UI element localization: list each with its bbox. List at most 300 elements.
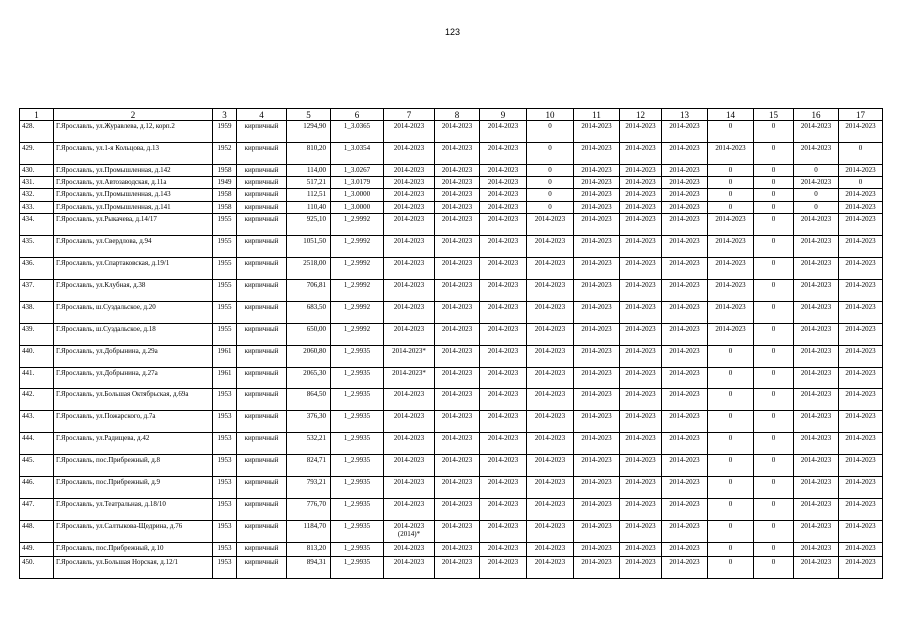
table-cell: 2014-2023 [480,236,527,258]
table-cell: 0 [708,202,754,214]
row-number-cell: 434. [20,214,54,236]
table-cell: кирпичный [237,202,287,214]
table-cell: 2014-2023 [620,499,662,521]
table-cell: кирпичный [237,521,287,543]
table-cell: 1953 [213,477,237,499]
table-cell: 0 [754,389,794,411]
table-cell: 0 [708,189,754,202]
table-cell: 2014-2023 [480,543,527,557]
column-header: 13 [662,109,708,121]
table-cell: 2014-2023 [480,346,527,368]
table-cell: 1955 [213,280,237,302]
row-number-cell: 430. [20,165,54,177]
table-cell: 2014-2023 [839,557,883,579]
area-cell: 112,51 [287,189,331,202]
table-cell: 2014-2023 [574,411,620,433]
table-cell: 2014-2023 [480,499,527,521]
row-number-cell: 437. [20,280,54,302]
table-cell: кирпичный [237,236,287,258]
table-cell: 1955 [213,258,237,280]
table-cell: 1958 [213,189,237,202]
row-number-cell: 444. [20,433,54,455]
table-cell: 2014-2023 [435,346,480,368]
table-cell: 0 [794,165,839,177]
table-cell: 2014-2023 [435,280,480,302]
table-cell: 2014-2023 [435,499,480,521]
table-cell: кирпичный [237,346,287,368]
area-cell: 650,00 [287,324,331,346]
table-cell: 2014-2023 [620,302,662,324]
period-cell: 2014-2023 [384,389,435,411]
table-cell: 2014-2023 [839,455,883,477]
table-cell: 2014-2023 [527,368,574,389]
table-cell: 2014-2023 [527,389,574,411]
table-cell: 2014-2023 [480,368,527,389]
table-cell: 2014-2023 [620,455,662,477]
table-cell: 2014-2023 [708,143,754,165]
table-cell: 2014-2023 [662,214,708,236]
table-cell: 2014-2023 [480,258,527,280]
table-cell: 1_3.0000 [331,189,384,202]
row-number-cell: 433. [20,202,54,214]
area-cell: 683,50 [287,302,331,324]
period-cell: 2014-2023 [384,557,435,579]
table-cell: 2014-2023 [620,189,662,202]
housing-register-table [19,108,883,579]
table-cell: 0 [754,177,794,189]
table-cell: 2014-2023 [662,280,708,302]
table-cell: 1_2.9935 [331,543,384,557]
area-cell: 925,10 [287,214,331,236]
period-cell: 2014-2023 [384,214,435,236]
table-cell: 2014-2023 [839,346,883,368]
table-cell: 2014-2023 [435,368,480,389]
table-cell: 2014-2023 [435,543,480,557]
address-cell: Г.Ярославль, пос.Прибрежный, д.9 [54,477,213,499]
table-cell: 2014-2023 [574,214,620,236]
table-cell: 2014-2023 [662,189,708,202]
table-cell: 2014-2023 [839,258,883,280]
table-cell: 2014-2023 [839,202,883,214]
area-cell: 824,71 [287,455,331,477]
period-cell: 2014-2023 [384,433,435,455]
period-cell: 2014-2023 [384,236,435,258]
period-cell: 2014-2023 [384,499,435,521]
table-cell: 0 [754,411,794,433]
address-cell: Г.Ярославль, ш.Суздальское, д.20 [54,302,213,324]
table-cell: 0 [754,543,794,557]
area-cell: 810,20 [287,143,331,165]
table-cell: 2014-2023 [527,521,574,543]
table-cell: 2014-2023 [662,521,708,543]
row-number-cell: 441. [20,368,54,389]
address-cell: Г.Ярославль, пос.Прибрежный, д.8 [54,455,213,477]
table-cell: 2014-2023 [794,455,839,477]
period-cell: 2014-2023 [384,165,435,177]
table-cell: 2014-2023 [480,165,527,177]
table-cell: 1953 [213,455,237,477]
table-cell: 0 [754,165,794,177]
table-cell: 0 [708,165,754,177]
row-number-cell: 439. [20,324,54,346]
table-cell: кирпичный [237,189,287,202]
table-cell: 0 [794,189,839,202]
column-header: 3 [213,109,237,121]
table-cell: 2014-2023 [620,214,662,236]
table-cell: 1955 [213,236,237,258]
column-header: 16 [794,109,839,121]
table-cell: 0 [754,258,794,280]
table-cell: 0 [754,189,794,202]
table-cell: 2014-2023 [435,477,480,499]
table-cell: кирпичный [237,455,287,477]
table-cell: кирпичный [237,324,287,346]
table-cell: 0 [839,143,883,165]
table-cell: 0 [754,477,794,499]
address-cell: Г.Ярославль, ул.Салтыкова-Щедрина, д.76 [54,521,213,543]
area-cell: 2065,30 [287,368,331,389]
table-cell: 2014-2023 [662,411,708,433]
table-cell: 2014-2023 [662,302,708,324]
table-cell: 2014-2023 [435,258,480,280]
table-cell: 2014-2023 [662,433,708,455]
table-cell: 2014-2023 [574,189,620,202]
table-row [20,521,883,543]
row-number-cell: 428. [20,121,54,143]
column-number-header-row [20,109,883,121]
table-cell: 2014-2023 [620,346,662,368]
table-cell: кирпичный [237,499,287,521]
table-cell: 1953 [213,543,237,557]
table-cell: 0 [708,477,754,499]
table-cell: 1953 [213,557,237,579]
table-cell: 0 [754,202,794,214]
table-cell: 0 [754,324,794,346]
table-cell: 2014-2023 [527,411,574,433]
table-cell: 2014-2023 [662,202,708,214]
address-cell: Г.Ярославль, ул.Промышленная, д.142 [54,165,213,177]
table-cell: 2014-2023 [794,143,839,165]
table-cell: 1952 [213,143,237,165]
table-cell: 2014-2023 [708,236,754,258]
table-cell: 2014-2023 [794,121,839,143]
table-cell: 0 [708,499,754,521]
table-cell: 2014-2023 [839,324,883,346]
table-cell: 2014-2023 [574,499,620,521]
table-cell: кирпичный [237,433,287,455]
address-cell: Г.Ярославль, ул.Театральная, д.18/10 [54,499,213,521]
table-cell: 2014-2023 [435,236,480,258]
period-cell: 2014-2023 [384,411,435,433]
period-cell: 2014-2023 [384,202,435,214]
table-cell: 2014-2023 [480,280,527,302]
table-cell: 1955 [213,302,237,324]
column-header: 4 [237,109,287,121]
table-row [20,543,883,557]
table-cell: 2014-2023 [527,280,574,302]
table-cell: 2014-2023 [662,477,708,499]
column-header: 7 [384,109,435,121]
table-cell: 1_2.9935 [331,557,384,579]
table-cell: 2014-2023 [839,236,883,258]
table-cell: 2014-2023 [435,177,480,189]
table-cell: 1953 [213,389,237,411]
table-cell: 2014-2023 [574,258,620,280]
area-cell: 793,21 [287,477,331,499]
table-cell: 2014-2023 [662,121,708,143]
table-cell: 2014-2023 [574,165,620,177]
table-row [20,324,883,346]
table-cell: 2014-2023 [839,368,883,389]
table-cell: 0 [754,499,794,521]
table-cell: 2014-2023 [620,143,662,165]
period-cell: 2014-2023 [384,280,435,302]
table-cell: 2014-2023 [839,411,883,433]
area-cell: 864,50 [287,389,331,411]
column-header: 1 [20,109,54,121]
table-cell: 2014-2023 [435,433,480,455]
table-cell: 0 [754,121,794,143]
table-cell: 1953 [213,521,237,543]
period-cell: 2014-2023 [384,324,435,346]
table-cell: 2014-2023 [620,121,662,143]
table-cell: 2014-2023 [574,521,620,543]
table-cell: 2014-2023 [480,202,527,214]
table-cell: 0 [527,189,574,202]
table-row [20,236,883,258]
table-cell: 2014-2023 [480,214,527,236]
table-cell: 2014-2023 [435,389,480,411]
area-cell: 2518,00 [287,258,331,280]
area-cell: 894,31 [287,557,331,579]
table-cell: 2014-2023 [839,121,883,143]
table-cell: 2014-2023 [839,214,883,236]
address-cell: Г.Ярославль, ул.Промышленная, д.141 [54,202,213,214]
table-cell: 2014-2023 [480,411,527,433]
table-cell: 2014-2023 [574,389,620,411]
table-cell: 2014-2023 [527,258,574,280]
column-header: 5 [287,109,331,121]
period-cell: 2014-2023 (2014)* [384,521,435,543]
table-cell: 2014-2023 [574,280,620,302]
column-header: 14 [708,109,754,121]
table-cell: 2014-2023 [662,236,708,258]
table-cell: 2014-2023 [480,302,527,324]
area-cell: 776,70 [287,499,331,521]
period-cell: 2014-2023 [384,258,435,280]
table-cell: 2014-2023 [480,143,527,165]
table-cell: кирпичный [237,143,287,165]
table-cell: 1_2.9935 [331,368,384,389]
table-cell: 2014-2023 [435,411,480,433]
table-cell: 1961 [213,346,237,368]
table-cell: 0 [708,177,754,189]
table-cell: 0 [708,455,754,477]
address-cell: Г.Ярославль, ул.Свердлова, д.94 [54,236,213,258]
table-cell: 2014-2023 [527,302,574,324]
table-cell: 2014-2023 [620,177,662,189]
table-cell: 2014-2023 [574,143,620,165]
period-cell: 2014-2023 [384,302,435,324]
table-row [20,499,883,521]
table-cell: 2014-2023 [794,543,839,557]
table-cell: 0 [754,346,794,368]
address-cell: Г.Ярославль, ул.Радищева, д.42 [54,433,213,455]
address-cell: Г.Ярославль, ул.Спартаковская, д.19/1 [54,258,213,280]
period-cell: 2014-2023 [384,121,435,143]
table-cell: 2014-2023 [435,455,480,477]
row-number-cell: 448. [20,521,54,543]
table-cell: 2014-2023 [574,202,620,214]
table-row [20,165,883,177]
table-cell: 2014-2023 [839,521,883,543]
table-cell: кирпичный [237,543,287,557]
table-cell: 1_2.9935 [331,389,384,411]
table-cell: 0 [527,202,574,214]
table-cell: 1953 [213,411,237,433]
table-row [20,143,883,165]
table-cell: 2014-2023 [574,324,620,346]
table-cell: 2014-2023 [620,165,662,177]
address-cell: Г.Ярославль, ул.Автозаводская, д.11а [54,177,213,189]
table-cell: 2014-2023 [794,411,839,433]
table-cell: 2014-2023 [620,368,662,389]
table-cell: 0 [708,389,754,411]
table-cell: кирпичный [237,177,287,189]
table-cell: 2014-2023 [574,477,620,499]
column-header: 2 [54,109,213,121]
column-header: 8 [435,109,480,121]
table-cell: 2014-2023 [620,411,662,433]
column-header: 6 [331,109,384,121]
table-cell: 2014-2023 [839,302,883,324]
table-cell: 2014-2023 [662,177,708,189]
address-cell: Г.Ярославль, пос.Прибрежный, д.10 [54,543,213,557]
table-cell: 2014-2023 [662,346,708,368]
table-cell: 1_2.9935 [331,499,384,521]
table-cell: 2014-2023 [480,121,527,143]
table-cell: кирпичный [237,411,287,433]
table-row [20,368,883,389]
table-cell: 1_2.9935 [331,411,384,433]
column-header: 11 [574,109,620,121]
table-cell: 2014-2023 [527,236,574,258]
table-cell: 2014-2023 [574,455,620,477]
table-cell: кирпичный [237,165,287,177]
table-cell: 2014-2023 [620,280,662,302]
table-cell: 2014-2023 [435,302,480,324]
table-cell: кирпичный [237,477,287,499]
table-cell: 0 [754,557,794,579]
period-cell: 2014-2023* [384,368,435,389]
address-cell: Г.Ярославль, ул.Журавлева, д.12, корп.2 [54,121,213,143]
table-cell: 1_3.0365 [331,121,384,143]
table-cell: 2014-2023 [662,143,708,165]
area-cell: 1184,70 [287,521,331,543]
table-cell: 2014-2023 [794,433,839,455]
table-cell: 1_2.9992 [331,214,384,236]
row-number-cell: 431. [20,177,54,189]
table-cell: 2014-2023 [435,143,480,165]
table-cell: 0 [754,368,794,389]
table-cell: 1961 [213,368,237,389]
row-number-cell: 436. [20,258,54,280]
table-cell: 2014-2023 [794,302,839,324]
table-cell: 1_2.9935 [331,433,384,455]
table-cell: 2014-2023 [839,189,883,202]
table-cell: 2014-2023 [527,499,574,521]
period-cell: 2014-2023 [384,143,435,165]
table-cell: 2014-2023 [708,214,754,236]
table-cell: кирпичный [237,389,287,411]
table-cell: 2014-2023 [620,543,662,557]
table-cell: 2014-2023 [794,368,839,389]
table-cell: 2014-2023 [662,368,708,389]
table-cell: 2014-2023 [620,324,662,346]
table-cell: 1_2.9992 [331,280,384,302]
table-cell: 2014-2023 [574,236,620,258]
table-cell: 2014-2023 [662,165,708,177]
row-number-cell: 450. [20,557,54,579]
table-cell: 2014-2023 [794,557,839,579]
table-cell: 2014-2023 [708,302,754,324]
table-cell: 2014-2023 [435,121,480,143]
period-cell: 2014-2023 [384,477,435,499]
column-header: 9 [480,109,527,121]
table-body [20,121,883,579]
table-cell: кирпичный [237,557,287,579]
table-cell: 2014-2023 [480,433,527,455]
table-cell: 1_2.9935 [331,521,384,543]
table-cell: 2014-2023 [662,543,708,557]
table-cell: 2014-2023 [435,189,480,202]
table-cell: 2014-2023 [662,455,708,477]
table-row [20,177,883,189]
table-row [20,258,883,280]
table-cell: 2014-2023 [574,557,620,579]
table-cell: 2014-2023 [662,258,708,280]
address-cell: Г.Ярославль, ш.Суздальское, д.18 [54,324,213,346]
row-number-cell: 429. [20,143,54,165]
table-cell: 1955 [213,214,237,236]
row-number-cell: 442. [20,389,54,411]
period-cell: 2014-2023 [384,177,435,189]
table-cell: 2014-2023 [620,477,662,499]
row-number-cell: 432. [20,189,54,202]
table-cell: 2014-2023 [527,433,574,455]
table-cell: 1955 [213,324,237,346]
row-number-cell: 449. [20,543,54,557]
table-row [20,346,883,368]
address-cell: Г.Ярославль, ул.Добрынина, д.27а [54,368,213,389]
period-cell: 2014-2023* [384,346,435,368]
row-number-cell: 438. [20,302,54,324]
table-cell: 2014-2023 [620,433,662,455]
table-cell: 0 [527,121,574,143]
table-cell: 0 [708,543,754,557]
table-cell: 0 [754,455,794,477]
table-cell: 0 [527,165,574,177]
table-row [20,121,883,143]
table-cell: 1949 [213,177,237,189]
table-row [20,557,883,579]
row-number-cell: 440. [20,346,54,368]
table-cell: 0 [794,202,839,214]
address-cell: Г.Ярославль, ул.Пожарского, д.7а [54,411,213,433]
table-row [20,302,883,324]
address-cell: Г.Ярославль, ул.Промышленная, д.143 [54,189,213,202]
page-number: 123 [444,27,461,37]
